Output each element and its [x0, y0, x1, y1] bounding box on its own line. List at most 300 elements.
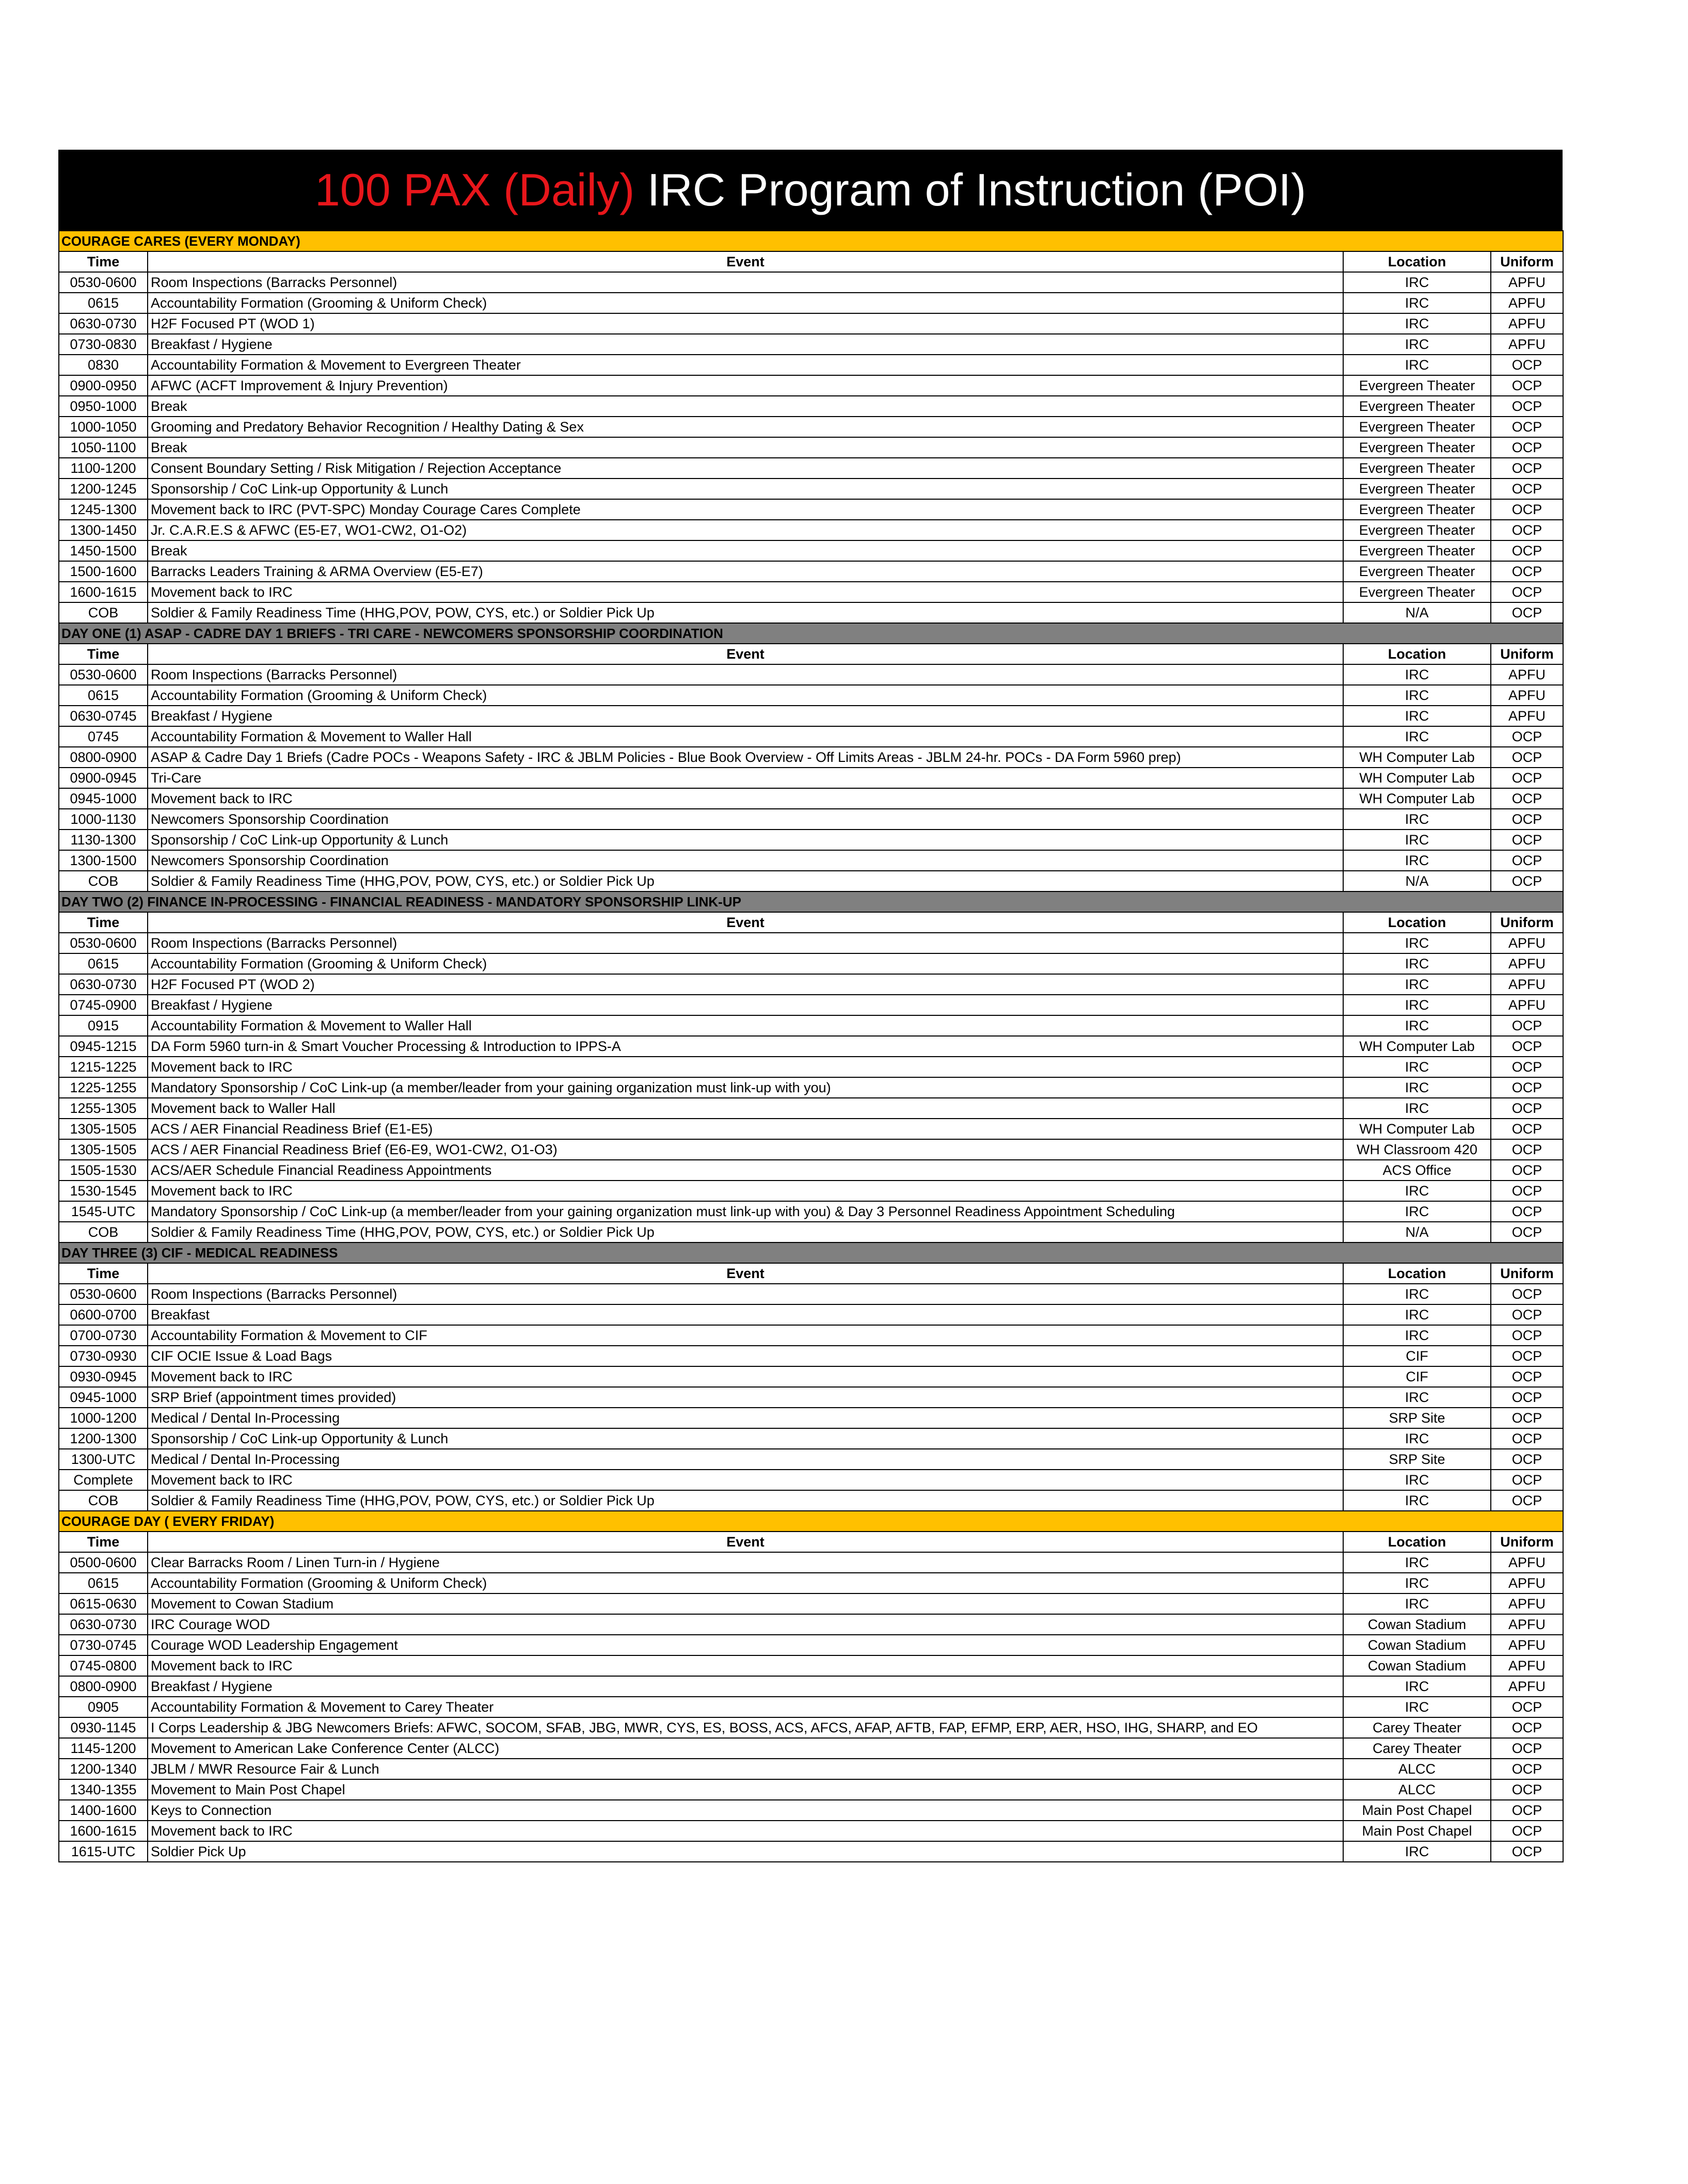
cell-location: IRC	[1343, 334, 1491, 355]
table-row	[59, 706, 1563, 726]
cell-uniform: OCP	[1491, 871, 1563, 891]
cell-uniform: OCP	[1491, 396, 1563, 417]
cell-time: 0630-0745	[59, 706, 148, 726]
cell-uniform: APFU	[1491, 313, 1563, 334]
cell-uniform: OCP	[1491, 1098, 1563, 1119]
cell-uniform: OCP	[1491, 417, 1563, 437]
cell-location: IRC	[1343, 953, 1491, 974]
cell-time: 0615	[59, 293, 148, 313]
cell-uniform: APFU	[1491, 1655, 1563, 1676]
table-row	[59, 1119, 1563, 1139]
cell-uniform: APFU	[1491, 334, 1563, 355]
cell-time: 0630-0730	[59, 1614, 148, 1635]
table-row	[59, 1222, 1563, 1242]
cell-location: IRC	[1343, 974, 1491, 995]
table-row	[59, 1077, 1563, 1098]
cell-uniform: OCP	[1491, 1346, 1563, 1366]
cell-event: Sponsorship / CoC Link-up Opportunity & Lunch	[148, 1428, 1343, 1449]
cell-uniform: APFU	[1491, 1676, 1563, 1697]
cell-uniform: OCP	[1491, 1304, 1563, 1325]
cell-location: Main Post Chapel	[1343, 1800, 1491, 1821]
cell-location: Evergreen Theater	[1343, 582, 1491, 602]
cell-time: 0730-0830	[59, 334, 148, 355]
cell-uniform: OCP	[1491, 1036, 1563, 1057]
cell-location: N/A	[1343, 602, 1491, 623]
cell-time: 1545-UTC	[59, 1201, 148, 1222]
cell-location: CIF	[1343, 1346, 1491, 1366]
cell-event: Movement back to IRC	[148, 1366, 1343, 1387]
cell-location: Evergreen Theater	[1343, 520, 1491, 540]
cell-location: Cowan Stadium	[1343, 1635, 1491, 1655]
cell-time: 0500-0600	[59, 1552, 148, 1573]
cell-event: Breakfast	[148, 1304, 1343, 1325]
table-row	[59, 1387, 1563, 1408]
column-header-row	[59, 1532, 1563, 1552]
table-row	[59, 1614, 1563, 1635]
cell-time: 0945-1000	[59, 788, 148, 809]
cell-uniform: OCP	[1491, 437, 1563, 458]
column-header-event: Event	[148, 1263, 1343, 1284]
column-header-uniform: Uniform	[1491, 1263, 1563, 1284]
cell-time: 1000-1200	[59, 1408, 148, 1428]
cell-event: Movement back to IRC	[148, 1821, 1343, 1841]
cell-uniform: OCP	[1491, 1717, 1563, 1738]
cell-time: 1505-1530	[59, 1160, 148, 1181]
cell-time: COB	[59, 1490, 148, 1511]
section-header	[59, 623, 1563, 644]
column-header-location: Location	[1343, 912, 1491, 933]
table-row	[59, 1201, 1563, 1222]
schedule-body	[59, 231, 1563, 1862]
cell-location: IRC	[1343, 933, 1491, 953]
cell-time: 0900-0945	[59, 768, 148, 788]
cell-time: 1450-1500	[59, 540, 148, 561]
cell-uniform: APFU	[1491, 1573, 1563, 1593]
cell-time: 0900-0950	[59, 375, 148, 396]
cell-time: COB	[59, 871, 148, 891]
cell-time: 0630-0730	[59, 313, 148, 334]
cell-uniform: OCP	[1491, 1490, 1563, 1511]
cell-uniform: APFU	[1491, 1635, 1563, 1655]
cell-uniform: OCP	[1491, 850, 1563, 871]
cell-time: 0745	[59, 726, 148, 747]
cell-event: Accountability Formation (Grooming & Uniform Check)	[148, 953, 1343, 974]
cell-location: ALCC	[1343, 1779, 1491, 1800]
column-header-row	[59, 644, 1563, 664]
cell-event: Breakfast / Hygiene	[148, 1676, 1343, 1697]
cell-time: 1300-1500	[59, 850, 148, 871]
cell-time: 0950-1000	[59, 396, 148, 417]
cell-time: 1600-1615	[59, 1821, 148, 1841]
cell-uniform: APFU	[1491, 953, 1563, 974]
table-row	[59, 417, 1563, 437]
table-row	[59, 747, 1563, 768]
table-row	[59, 995, 1563, 1015]
cell-location: Evergreen Theater	[1343, 540, 1491, 561]
cell-uniform: OCP	[1491, 1057, 1563, 1077]
cell-uniform: OCP	[1491, 1160, 1563, 1181]
column-header-row	[59, 1263, 1563, 1284]
cell-event: Soldier & Family Readiness Time (HHG,POV, POW, CYS, etc.) or Soldier Pick Up	[148, 871, 1343, 891]
cell-location: ALCC	[1343, 1759, 1491, 1779]
cell-event: Soldier & Family Readiness Time (HHG,POV, POW, CYS, etc.) or Soldier Pick Up	[148, 1490, 1343, 1511]
table-row	[59, 1676, 1563, 1697]
cell-location: WH Computer Lab	[1343, 768, 1491, 788]
cell-uniform: APFU	[1491, 974, 1563, 995]
table-row	[59, 768, 1563, 788]
table-row	[59, 1366, 1563, 1387]
cell-uniform: OCP	[1491, 747, 1563, 768]
cell-time: 0800-0900	[59, 1676, 148, 1697]
table-row	[59, 974, 1563, 995]
cell-event: ACS/AER Schedule Financial Readiness Appointments	[148, 1160, 1343, 1181]
cell-event: H2F Focused PT (WOD 1)	[148, 313, 1343, 334]
column-header-uniform: Uniform	[1491, 251, 1563, 272]
cell-uniform: OCP	[1491, 1015, 1563, 1036]
cell-time: 0530-0600	[59, 1284, 148, 1304]
table-row	[59, 1593, 1563, 1614]
cell-time: 0615	[59, 1573, 148, 1593]
cell-uniform: APFU	[1491, 995, 1563, 1015]
cell-time: COB	[59, 1222, 148, 1242]
cell-uniform: APFU	[1491, 664, 1563, 685]
cell-location: CIF	[1343, 1366, 1491, 1387]
cell-time: 1615-UTC	[59, 1841, 148, 1862]
table-row	[59, 1449, 1563, 1470]
cell-location: IRC	[1343, 1325, 1491, 1346]
cell-time: 0745-0900	[59, 995, 148, 1015]
cell-time: 1305-1505	[59, 1139, 148, 1160]
column-header-location: Location	[1343, 644, 1491, 664]
column-header-uniform: Uniform	[1491, 1532, 1563, 1552]
cell-event: Movement back to IRC (PVT-SPC) Monday Courage Cares Complete	[148, 499, 1343, 520]
cell-event: I Corps Leadership & JBG Newcomers Briefs: AFWC, SOCOM, SFAB, JBG, MWR, CYS, ES, BOSS, ACS, AFCS, AFAP, AFTB, FAP, EFMP, ERP, AER, HSO, IHG, SHARP, and EO	[148, 1717, 1343, 1738]
cell-uniform: APFU	[1491, 1552, 1563, 1573]
cell-time: 1255-1305	[59, 1098, 148, 1119]
cell-uniform: OCP	[1491, 1800, 1563, 1821]
cell-event: Newcomers Sponsorship Coordination	[148, 809, 1343, 830]
cell-time: 0830	[59, 355, 148, 375]
cell-location: Evergreen Theater	[1343, 417, 1491, 437]
table-row	[59, 540, 1563, 561]
table-row	[59, 1573, 1563, 1593]
cell-location: IRC	[1343, 1552, 1491, 1573]
cell-event: Accountability Formation & Movement to Evergreen Theater	[148, 355, 1343, 375]
cell-uniform: OCP	[1491, 1428, 1563, 1449]
cell-event: Breakfast / Hygiene	[148, 706, 1343, 726]
cell-event: Newcomers Sponsorship Coordination	[148, 850, 1343, 871]
cell-time: 0945-1215	[59, 1036, 148, 1057]
cell-event: Sponsorship / CoC Link-up Opportunity & Lunch	[148, 479, 1343, 499]
cell-event: CIF OCIE Issue & Load Bags	[148, 1346, 1343, 1366]
column-header-event: Event	[148, 912, 1343, 933]
cell-time: 0905	[59, 1697, 148, 1717]
cell-location: IRC	[1343, 1387, 1491, 1408]
table-row	[59, 375, 1563, 396]
cell-event: Accountability Formation & Movement to Waller Hall	[148, 726, 1343, 747]
cell-event: Accountability Formation & Movement to Waller Hall	[148, 1015, 1343, 1036]
cell-location: IRC	[1343, 1057, 1491, 1077]
cell-location: IRC	[1343, 1593, 1491, 1614]
table-row	[59, 582, 1563, 602]
cell-time: 1100-1200	[59, 458, 148, 479]
table-row	[59, 1181, 1563, 1201]
cell-uniform: OCP	[1491, 788, 1563, 809]
cell-location: IRC	[1343, 726, 1491, 747]
cell-time: 1200-1340	[59, 1759, 148, 1779]
cell-location: IRC	[1343, 1676, 1491, 1697]
cell-location: IRC	[1343, 1490, 1491, 1511]
cell-location: Evergreen Theater	[1343, 375, 1491, 396]
cell-time: 0530-0600	[59, 272, 148, 293]
cell-time: 1300-1450	[59, 520, 148, 540]
cell-location: IRC	[1343, 850, 1491, 871]
cell-location: IRC	[1343, 809, 1491, 830]
cell-event: Grooming and Predatory Behavior Recognition / Healthy Dating & Sex	[148, 417, 1343, 437]
cell-event: Room Inspections (Barracks Personnel)	[148, 933, 1343, 953]
cell-event: ASAP & Cadre Day 1 Briefs (Cadre POCs - Weapons Safety - IRC & JBLM Policies - Blue Book Overview - Off Limits Areas - JBLM 24-hr. POCs - DA Form 5960 prep)	[148, 747, 1343, 768]
column-header-event: Event	[148, 644, 1343, 664]
cell-uniform: OCP	[1491, 355, 1563, 375]
cell-location: IRC	[1343, 830, 1491, 850]
table-row	[59, 458, 1563, 479]
cell-time: 0615	[59, 953, 148, 974]
cell-event: Break	[148, 540, 1343, 561]
cell-location: IRC	[1343, 1201, 1491, 1222]
table-row	[59, 1470, 1563, 1490]
cell-uniform: OCP	[1491, 540, 1563, 561]
cell-time: 1305-1505	[59, 1119, 148, 1139]
cell-event: DA Form 5960 turn-in & Smart Voucher Processing & Introduction to IPPS-A	[148, 1036, 1343, 1057]
cell-location: IRC	[1343, 293, 1491, 313]
cell-location: IRC	[1343, 1284, 1491, 1304]
cell-time: 1145-1200	[59, 1738, 148, 1759]
cell-event: Movement back to IRC	[148, 1655, 1343, 1676]
cell-event: Jr. C.A.R.E.S & AFWC (E5-E7, WO1-CW2, O1-O2)	[148, 520, 1343, 540]
table-row	[59, 520, 1563, 540]
cell-event: Medical / Dental In-Processing	[148, 1449, 1343, 1470]
column-header-uniform: Uniform	[1491, 912, 1563, 933]
table-row	[59, 1552, 1563, 1573]
cell-location: WH Computer Lab	[1343, 1036, 1491, 1057]
table-row	[59, 685, 1563, 706]
cell-location: IRC	[1343, 664, 1491, 685]
title-highlight: 100 PAX (Daily)	[314, 164, 635, 215]
cell-event: Breakfast / Hygiene	[148, 334, 1343, 355]
cell-uniform: OCP	[1491, 1201, 1563, 1222]
section-title: COURAGE CARES (EVERY MONDAY)	[59, 231, 1563, 251]
table-row	[59, 871, 1563, 891]
table-row	[59, 437, 1563, 458]
cell-uniform: OCP	[1491, 1325, 1563, 1346]
cell-event: Movement back to IRC	[148, 1057, 1343, 1077]
table-row	[59, 1304, 1563, 1325]
cell-uniform: OCP	[1491, 1449, 1563, 1470]
cell-uniform: OCP	[1491, 830, 1563, 850]
cell-event: Accountability Formation (Grooming & Uniform Check)	[148, 293, 1343, 313]
cell-time: 0945-1000	[59, 1387, 148, 1408]
column-header-time: Time	[59, 1532, 148, 1552]
cell-time: 1500-1600	[59, 561, 148, 582]
cell-location: IRC	[1343, 272, 1491, 293]
table-row	[59, 1717, 1563, 1738]
table-row	[59, 809, 1563, 830]
cell-location: IRC	[1343, 1573, 1491, 1593]
cell-location: N/A	[1343, 1222, 1491, 1242]
cell-event: Accountability Formation (Grooming & Uniform Check)	[148, 685, 1343, 706]
table-row	[59, 313, 1563, 334]
section-title: COURAGE DAY ( EVERY FRIDAY)	[59, 1511, 1563, 1532]
column-header-uniform: Uniform	[1491, 644, 1563, 664]
cell-event: Consent Boundary Setting / Risk Mitigation / Rejection Acceptance	[148, 458, 1343, 479]
cell-location: IRC	[1343, 313, 1491, 334]
cell-time: 0600-0700	[59, 1304, 148, 1325]
cell-uniform: OCP	[1491, 520, 1563, 540]
cell-location: WH Classroom 420	[1343, 1139, 1491, 1160]
cell-time: COB	[59, 602, 148, 623]
section-title: DAY ONE (1) ASAP - CADRE DAY 1 BRIEFS - TRI CARE - NEWCOMERS SPONSORSHIP COORDINATION	[59, 623, 1563, 644]
table-row	[59, 953, 1563, 974]
cell-uniform: OCP	[1491, 602, 1563, 623]
cell-uniform: APFU	[1491, 1593, 1563, 1614]
cell-uniform: OCP	[1491, 479, 1563, 499]
cell-time: 1200-1300	[59, 1428, 148, 1449]
cell-event: Courage WOD Leadership Engagement	[148, 1635, 1343, 1655]
cell-time: Complete	[59, 1470, 148, 1490]
cell-uniform: OCP	[1491, 1779, 1563, 1800]
table-row	[59, 272, 1563, 293]
cell-time: 0630-0730	[59, 974, 148, 995]
cell-location: SRP Site	[1343, 1449, 1491, 1470]
cell-time: 1000-1050	[59, 417, 148, 437]
cell-event: Room Inspections (Barracks Personnel)	[148, 272, 1343, 293]
cell-event: Soldier & Family Readiness Time (HHG,POV, POW, CYS, etc.) or Soldier Pick Up	[148, 602, 1343, 623]
table-row	[59, 726, 1563, 747]
table-row	[59, 1408, 1563, 1428]
cell-uniform: OCP	[1491, 768, 1563, 788]
cell-uniform: OCP	[1491, 1139, 1563, 1160]
cell-event: Movement back to IRC	[148, 1470, 1343, 1490]
cell-event: IRC Courage WOD	[148, 1614, 1343, 1635]
cell-uniform: OCP	[1491, 1821, 1563, 1841]
cell-time: 0730-0930	[59, 1346, 148, 1366]
cell-event: Accountability Formation (Grooming & Uniform Check)	[148, 1573, 1343, 1593]
cell-uniform: OCP	[1491, 1408, 1563, 1428]
cell-time: 0930-0945	[59, 1366, 148, 1387]
cell-event: Mandatory Sponsorship / CoC Link-up (a member/leader from your gaining organization must link-up with you) & Day 3 Personnel Readiness Appointment Scheduling	[148, 1201, 1343, 1222]
cell-location: N/A	[1343, 871, 1491, 891]
cell-uniform: OCP	[1491, 1387, 1563, 1408]
cell-event: Room Inspections (Barracks Personnel)	[148, 664, 1343, 685]
table-row	[59, 830, 1563, 850]
cell-time: 1530-1545	[59, 1181, 148, 1201]
cell-event: Soldier Pick Up	[148, 1841, 1343, 1862]
section-header	[59, 891, 1563, 912]
table-row	[59, 479, 1563, 499]
cell-uniform: OCP	[1491, 726, 1563, 747]
cell-event: Barracks Leaders Training & ARMA Overview (E5-E7)	[148, 561, 1343, 582]
cell-event: Breakfast / Hygiene	[148, 995, 1343, 1015]
cell-event: Movement to American Lake Conference Center (ALCC)	[148, 1738, 1343, 1759]
cell-location: IRC	[1343, 995, 1491, 1015]
section-title: DAY THREE (3) CIF - MEDICAL READINESS	[59, 1242, 1563, 1263]
cell-location: IRC	[1343, 1181, 1491, 1201]
section-title: DAY TWO (2) FINANCE IN-PROCESSING - FINANCIAL READINESS - MANDATORY SPONSORSHIP LINK-UP	[59, 891, 1563, 912]
cell-event: Break	[148, 437, 1343, 458]
table-row	[59, 1738, 1563, 1759]
cell-uniform: OCP	[1491, 1841, 1563, 1862]
cell-location: IRC	[1343, 1428, 1491, 1449]
cell-location: IRC	[1343, 1304, 1491, 1325]
cell-time: 0930-1145	[59, 1717, 148, 1738]
cell-event: Clear Barracks Room / Linen Turn-in / Hygiene	[148, 1552, 1343, 1573]
cell-uniform: APFU	[1491, 706, 1563, 726]
table-row	[59, 499, 1563, 520]
table-row	[59, 602, 1563, 623]
cell-location: IRC	[1343, 1697, 1491, 1717]
cell-time: 0530-0600	[59, 933, 148, 953]
cell-event: AFWC (ACFT Improvement & Injury Prevention)	[148, 375, 1343, 396]
section-header	[59, 1242, 1563, 1263]
cell-event: Mandatory Sponsorship / CoC Link-up (a member/leader from your gaining organization must link-up with you)	[148, 1077, 1343, 1098]
cell-uniform: APFU	[1491, 1614, 1563, 1635]
cell-time: 1225-1255	[59, 1077, 148, 1098]
cell-time: 0530-0600	[59, 664, 148, 685]
table-row	[59, 1036, 1563, 1057]
title-main: IRC Program of Instruction (POI)	[647, 164, 1307, 215]
cell-uniform: OCP	[1491, 1697, 1563, 1717]
cell-uniform: OCP	[1491, 1284, 1563, 1304]
cell-time: 0615-0630	[59, 1593, 148, 1614]
column-header-time: Time	[59, 644, 148, 664]
column-header-event: Event	[148, 251, 1343, 272]
cell-time: 1215-1225	[59, 1057, 148, 1077]
cell-location: Cowan Stadium	[1343, 1614, 1491, 1635]
cell-event: ACS / AER Financial Readiness Brief (E6-E9, WO1-CW2, O1-O3)	[148, 1139, 1343, 1160]
cell-time: 0915	[59, 1015, 148, 1036]
cell-location: Main Post Chapel	[1343, 1821, 1491, 1841]
cell-event: Room Inspections (Barracks Personnel)	[148, 1284, 1343, 1304]
table-row	[59, 1139, 1563, 1160]
page-title	[58, 150, 1563, 230]
cell-time: 1130-1300	[59, 830, 148, 850]
schedule-table	[58, 230, 1564, 1862]
cell-location: IRC	[1343, 685, 1491, 706]
cell-event: Movement back to IRC	[148, 582, 1343, 602]
cell-uniform: OCP	[1491, 809, 1563, 830]
cell-location: IRC	[1343, 1841, 1491, 1862]
cell-event: Movement to Main Post Chapel	[148, 1779, 1343, 1800]
cell-uniform: APFU	[1491, 933, 1563, 953]
table-row	[59, 1325, 1563, 1346]
table-row	[59, 1015, 1563, 1036]
cell-location: Cowan Stadium	[1343, 1655, 1491, 1676]
table-row	[59, 334, 1563, 355]
cell-uniform: APFU	[1491, 272, 1563, 293]
cell-location: Evergreen Theater	[1343, 499, 1491, 520]
table-row	[59, 1098, 1563, 1119]
cell-event: Movement back to IRC	[148, 1181, 1343, 1201]
cell-location: Evergreen Theater	[1343, 479, 1491, 499]
cell-event: Keys to Connection	[148, 1800, 1343, 1821]
table-row	[59, 850, 1563, 871]
cell-location: WH Computer Lab	[1343, 747, 1491, 768]
table-row	[59, 1697, 1563, 1717]
table-row	[59, 1057, 1563, 1077]
table-row	[59, 561, 1563, 582]
cell-location: IRC	[1343, 1077, 1491, 1098]
cell-uniform: OCP	[1491, 1759, 1563, 1779]
